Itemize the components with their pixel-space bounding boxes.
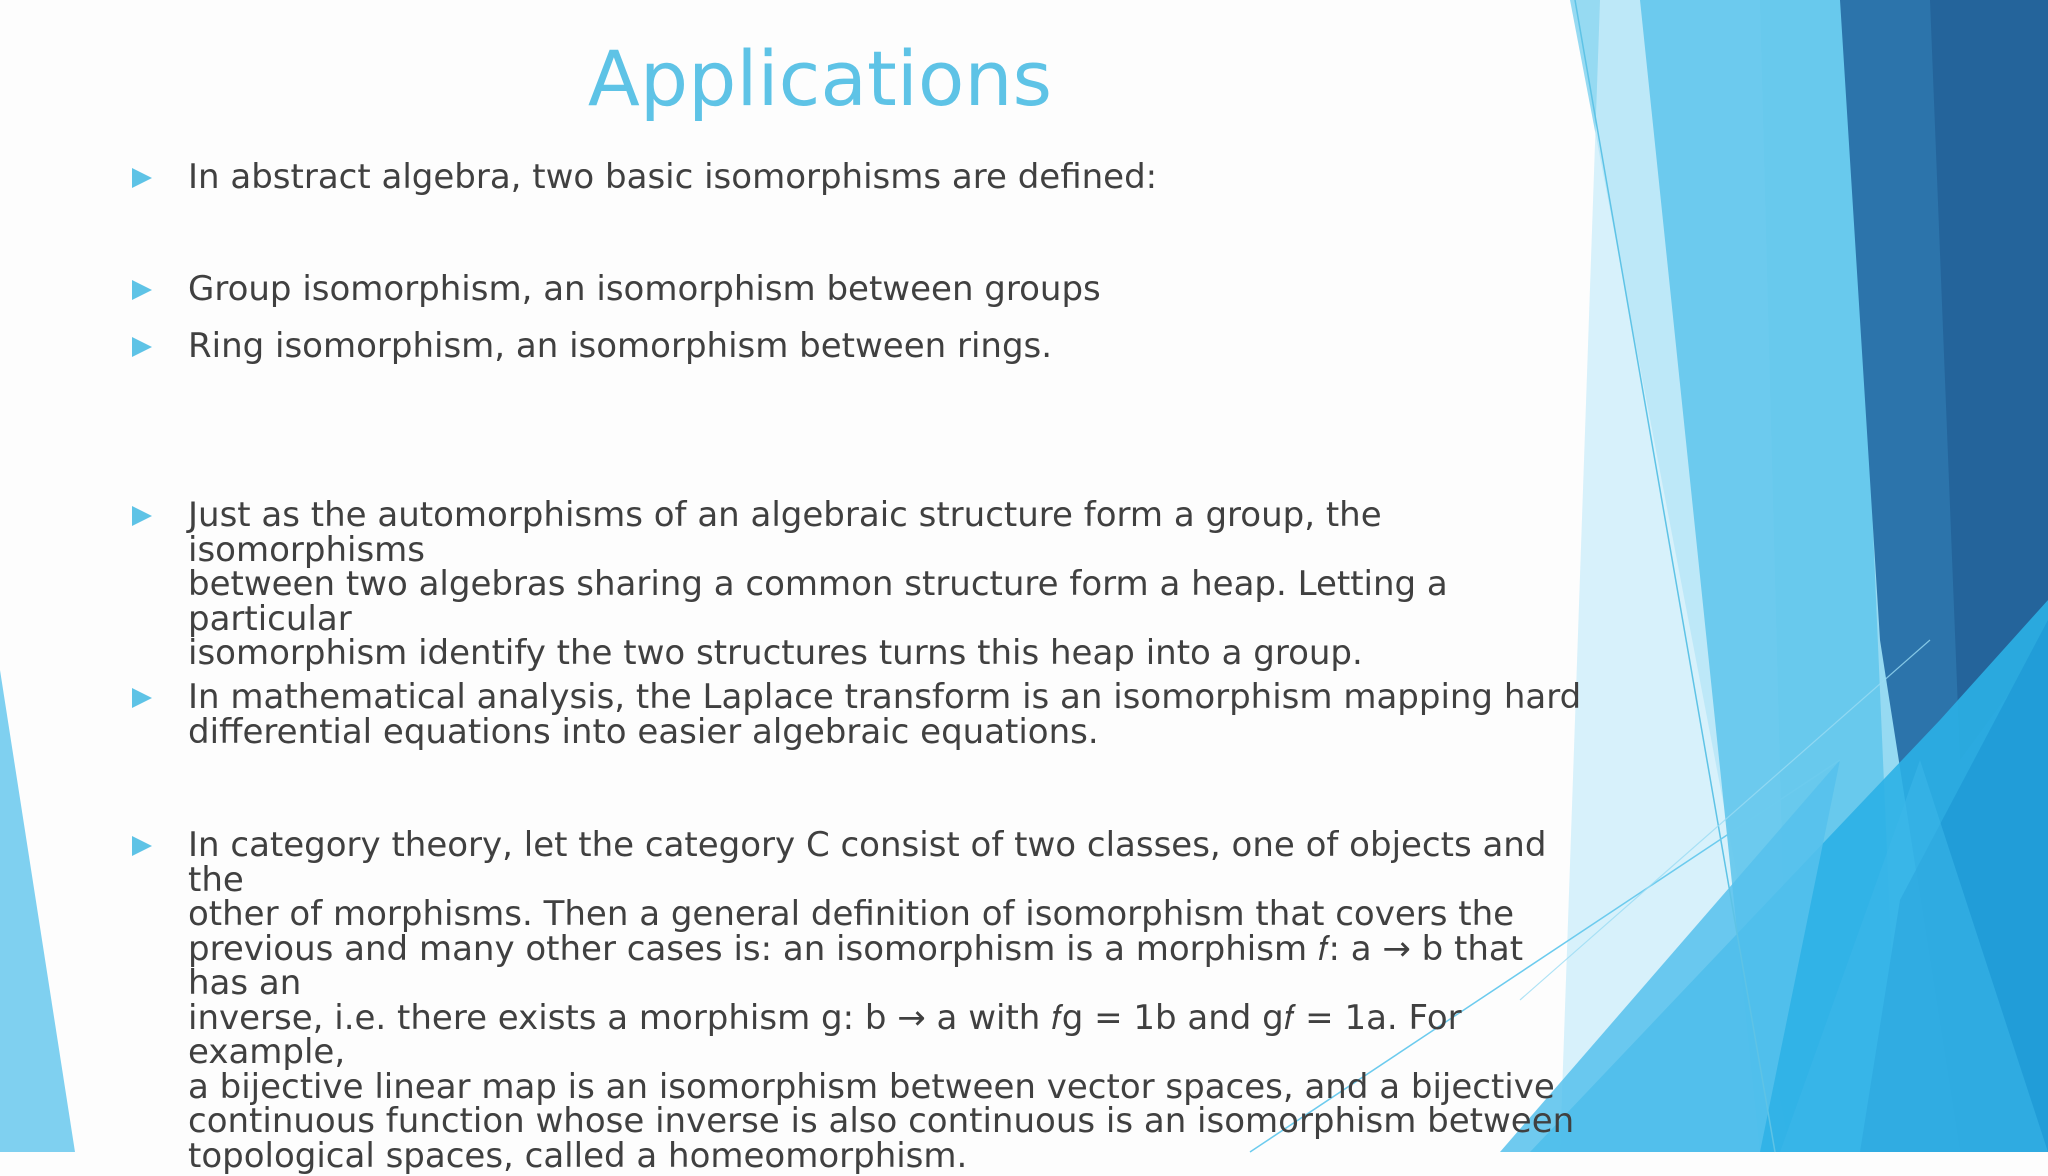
bullet-text: Just as the automorphisms of an algebraic structure form a group, the isomorphisms between two algebras sharing a common structure form a heap. Letting a particular isomorphism identify the two structures turns this heap into a group. — [188, 495, 1448, 673]
triangle-bullet-icon — [130, 329, 188, 359]
triangle-bullet-icon — [130, 272, 188, 302]
triangle-bullet-icon — [130, 498, 188, 528]
bullet-text: Ring isomorphism, an isomorphism between rings. — [188, 326, 1053, 366]
slide-title: Applications — [587, 34, 1053, 123]
bullet-text: Group isomorphism, an isomorphism between groups — [188, 269, 1101, 309]
bullet-item — [130, 157, 1590, 197]
triangle-bullet-icon — [130, 828, 188, 858]
bullet-item — [130, 495, 1590, 673]
triangle-bullet-icon — [130, 680, 188, 710]
bullet-text: In abstract algebra, two basic isomorphisms are defined: — [188, 157, 1158, 197]
bullet-text: In category theory, let the category C consist of two classes, one of objects and the other of morphisms. Then a general definition of isomorphism that covers the previous and many other cases is: an isomorphism is a morphism 𝑓: a → b that has an inverse, i.e. there exists a morphism g: b → a with 𝑓g = 1b and g𝑓 = 1a. For example, a bijective linear map is an isomorphism between vector spaces, and a bijective continuous function whose inverse is also continuous is an isomorphism between topological spaces, called a homeomorphism. — [188, 825, 1575, 1176]
bullet-item — [130, 269, 1590, 309]
bullet-item — [130, 825, 1590, 1176]
bullet-item — [130, 677, 1590, 752]
bullet-text: In mathematical analysis, the Laplace transform is an isomorphism mapping hard differential equations into easier algebraic equations. — [188, 677, 1582, 752]
bullet-item — [130, 326, 1590, 366]
deco-left-sliver — [0, 670, 75, 1152]
triangle-bullet-icon — [130, 160, 188, 190]
